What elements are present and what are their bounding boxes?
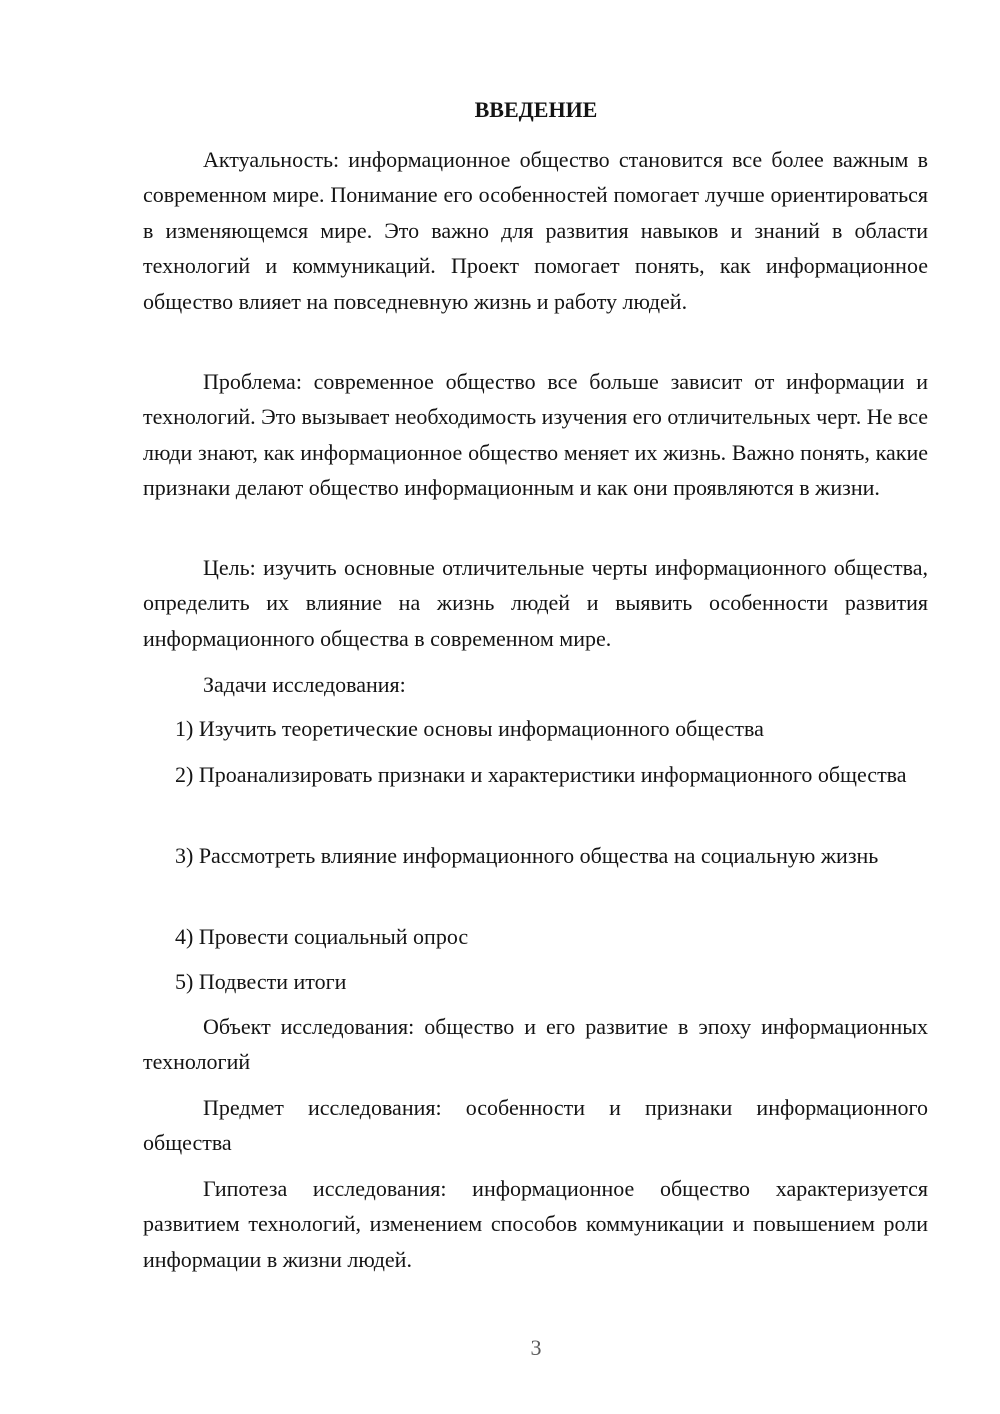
object-paragraph: Объект исследования: общество и его развитие в эпоху информационных технологий (143, 1014, 928, 1075)
tasks-heading: Задачи исследования: (203, 672, 406, 697)
problem-paragraph: Проблема: современное общество все больше зависит от информации и технологий. Это вызывает необходимость изучения его отличительных черт. Не все люди знают, как информационное общество меняет их жизнь. Важно понять, какие признаки делают общество информационным и как они проявляются в жизни. (143, 369, 928, 501)
page-title: ВВЕДЕНИЕ (474, 97, 598, 122)
task-item: 2) Проанализировать признаки и характеристики информационного общества (175, 762, 907, 787)
task-item: 3) Рассмотреть влияние информационного общества на социальную жизнь (175, 843, 879, 868)
subject-paragraph: Предмет исследования: особенности и признаки информационного общества (143, 1095, 928, 1156)
task-item: 5) Подвести итоги (175, 969, 347, 994)
task-item: 1) Изучить теоретические основы информационного общества (175, 716, 764, 741)
relevance-paragraph: Актуальность: информационное общество становится все более важным в современном мире. Понимание его особенностей помогает лучше ориентироваться в изменяющемся мире. Это важно для развития навыков и знаний в области технологий и коммуникаций. Проект помогает понять, как информационное общество влияет на повседневную жизнь и работу людей. (143, 147, 928, 314)
task-item: 4) Провести социальный опрос (175, 924, 469, 949)
goal-paragraph: Цель: изучить основные отличительные черты информационного общества, определить их влияние на жизнь людей и выявить особенности развития информационного общества в современном мире. (143, 555, 928, 651)
page-number: 3 (530, 1335, 542, 1360)
hypothesis-paragraph: Гипотеза исследования: информационное общество характеризуется развитием технологий, изменением способов коммуникации и повышением роли информации в жизни людей. (143, 1176, 928, 1272)
